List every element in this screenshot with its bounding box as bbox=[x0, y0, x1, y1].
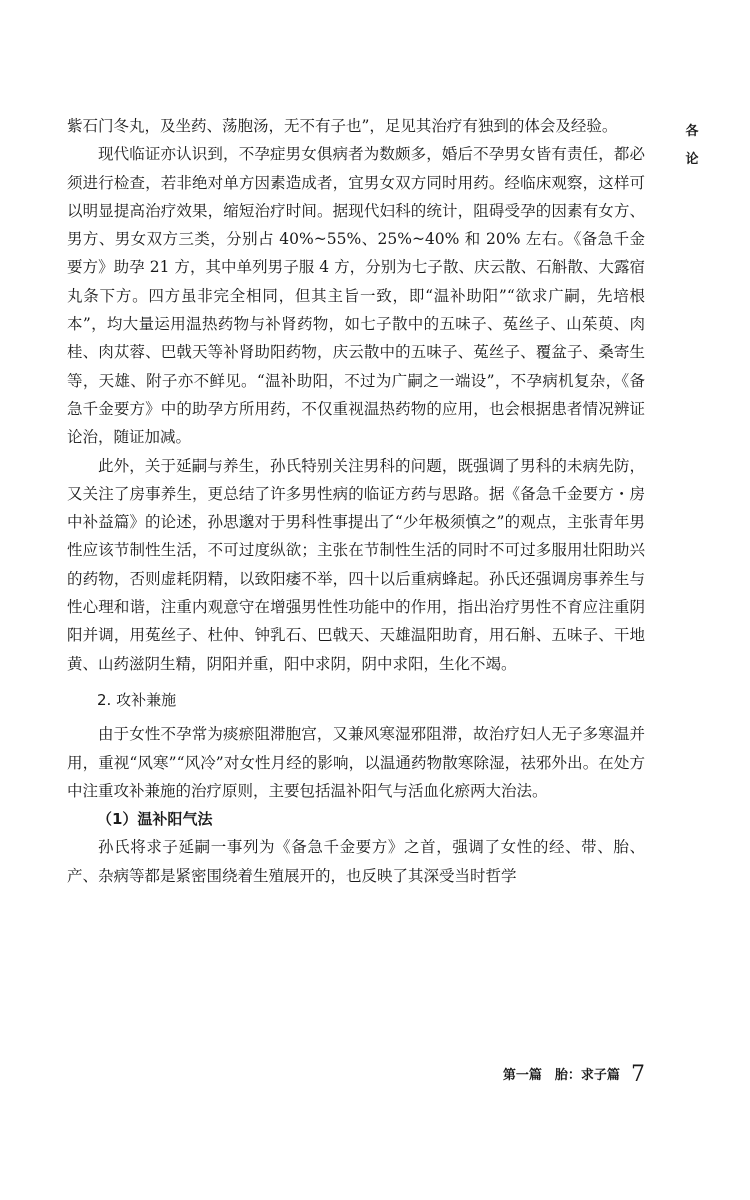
paragraph-continuation: 紫石门冬丸，及坐药、荡胞汤，无不有子也”，足见其治疗有独到的体会及经验。 bbox=[67, 117, 618, 135]
page-number: 7 bbox=[631, 1062, 645, 1087]
page-footer bbox=[440, 1062, 645, 1087]
paragraph-attack-tonify: 由于女性不孕常为痰瘀阻滞胞宫，又兼风寒湿邪阻滞，故治疗妇人无子多寒温并用，重视“风寒”“风冷”对女性月经的影响，以温通药物散寒除湿，祛邪外出。在处方中注重攻补兼施的治疗原则，主要包括温补阳气与活血化瘀两大治法。 bbox=[67, 725, 645, 800]
paragraph-modern-clinical: 现代临证亦认识到，不孕症男女俱病者为数颇多，婚后不孕男女皆有责任，都必须进行检查，若非绝对单方因素造成者，宜男女双方同时用药。经临床观察，这样可以明显提高治疗效果，缩短治疗时间。据现代妇科的统计，阻碍受孕的因素有女方、男方、男女双方三类，分别占 40%~55%、25%~40% 和 20% 左右。《备急千金要方》助孕 21 方，其中单列男子服 4 方，分别为七子散、庆云散、石斛散、大露宿丸条下方。四方虽非完全相同，但其主旨一致，即“温补助阳”“欲求广嗣，先培根本”，均大量运用温热药物与补肾药物，如七子散中的五味子、菟丝子、山茱萸、肉桂、肉苁蓉、巴戟天等补肾助阳药物，庆云散中的五味子、菟丝子、覆盆子、桑寄生等，天雄、附子亦不鲜见。“温补助阳，不过为广嗣之一端设”，不孕病机复杂，《备急千金要方》中的助孕方所用药，不仅重视温热药物的应用，也会根据患者情况辨证论治，随证加减。 bbox=[67, 145, 645, 447]
side-section-label: 各论 bbox=[685, 124, 699, 167]
footer-section-title: 第一篇 胎：求子篇 bbox=[502, 1068, 620, 1083]
subsection-heading: （1）温补阳气法 bbox=[97, 810, 213, 829]
body-text bbox=[67, 112, 645, 890]
paragraph-warm-yang: 孙氏将求子延嗣一事列为《备急千金要方》之首，强调了女性的经、带、胎、产、杂病等都是紧密围绕着生殖展开的，也反映了其深受当时哲学 bbox=[67, 838, 645, 885]
paragraph-male-health: 此外，关于延嗣与养生，孙氏特别关注男科的问题，既强调了男科的未病先防，又关注了房事养生，更总结了许多男性病的临证方药与思路。据《备急千金要方・房中补益篇》的论述，孙思邈对于男科性事提出了“少年极须慎之”的观点，主张青年男性应该节制性生活，不可过度纵欲；主张在节制性生活的同时不可过多服用壮阳助兴的药物，否则虚耗阴精，以致阳痿不举，四十以后重病蜂起。孙氏还强调房事养生与性心理和谐，注重内观意守在增强男性性功能中的作用，指出治疗男性不育应注重阴阳并调，用菟丝子、杜仲、钟乳石、巴戟天、天雄温阳助育，用石斛、五味子、干地黄、山药滋阴生精，阴阳并重，阳中求阴，阴中求阳，生化不竭。 bbox=[67, 456, 645, 673]
section-heading: 2. 攻补兼施 bbox=[97, 690, 177, 709]
